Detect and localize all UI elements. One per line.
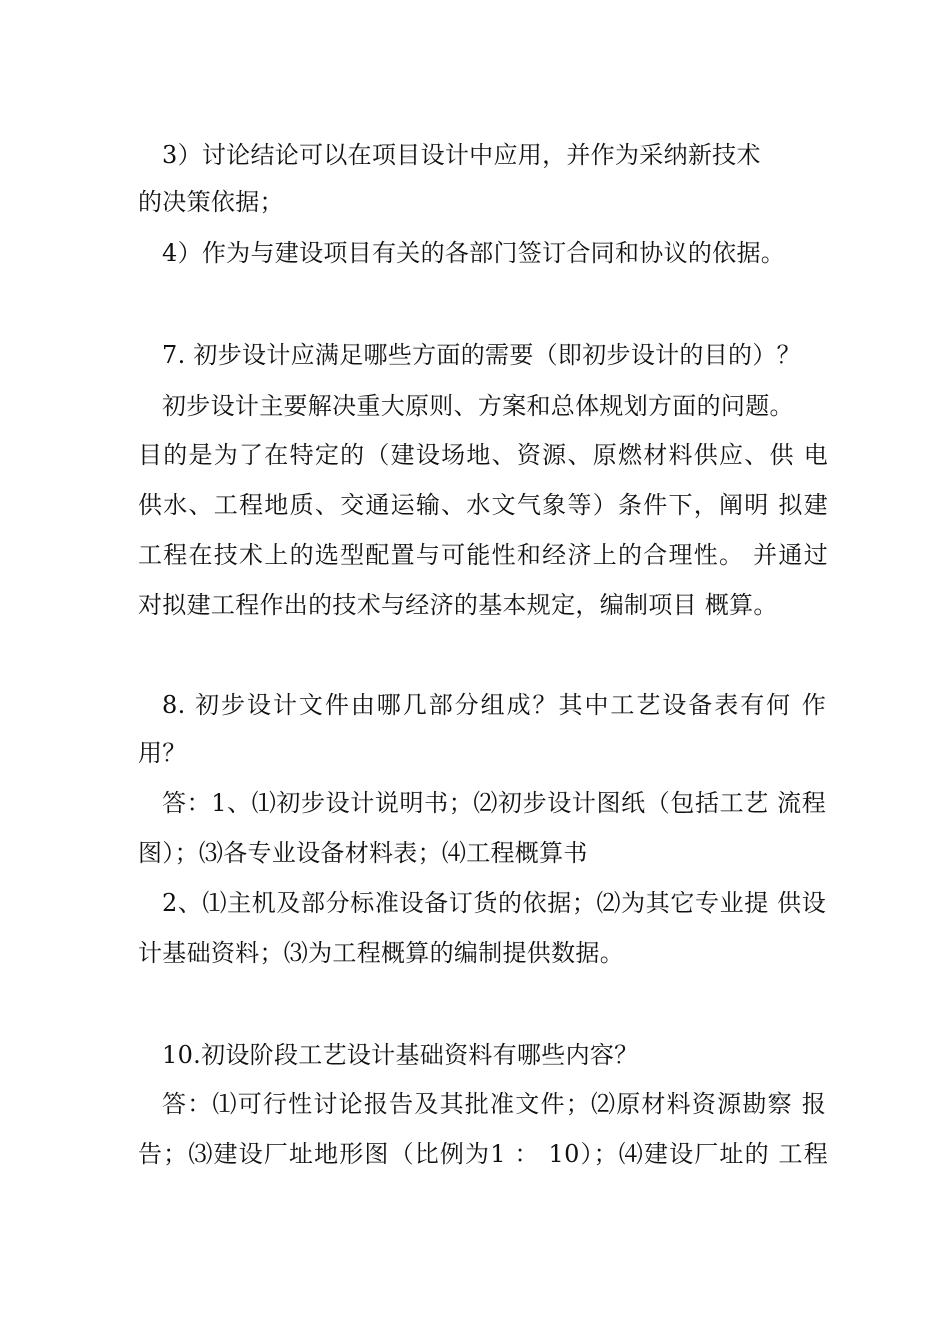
text-line: 供水、工程地质、交通运输、水文气象等）条件下，阐明 拟建 <box>138 491 828 519</box>
text-line: 告；⑶建设厂址地形图（比例为1 ： 10）；⑷建设厂址的 工程 <box>138 1140 828 1168</box>
text-line: 计基础资料；⑶为工程概算的编制提供数据。 <box>138 939 624 967</box>
text-line: 工程在技术上的选型配置与可能性和经济上的合理性。 并通过 <box>138 541 828 569</box>
text-line: 目的是为了在特定的（建设场地、资源、原燃材料供应、供 电 <box>138 441 828 469</box>
text-line: 初步设计主要解决重大原则、方案和总体规划方面的问题。 <box>162 392 794 420</box>
text-line: 的决策依据； <box>138 188 284 216</box>
answer-line: 答：⑴可行性讨论报告及其批准文件；⑵原材料资源勘察 报 <box>162 1090 826 1118</box>
question-heading: 7. 初步设计应满足哪些方面的需要（即初步设计的目的）？ <box>162 341 801 369</box>
question-heading: 10.初设阶段工艺设计基础资料有哪些内容？ <box>162 1041 639 1069</box>
text-line: 对拟建工程作出的技术与经济的基本规定，编制项目 概算。 <box>138 591 778 619</box>
question-heading: 8. 初步设计文件由哪几部分组成？其中工艺设备表有何 作 <box>162 691 826 719</box>
text-line: 用？ <box>138 739 187 767</box>
answer-line: 答：1、⑴初步设计说明书；⑵初步设计图纸（包括工艺 流程 <box>162 789 826 817</box>
text-line: 3）讨论结论可以在项目设计中应用，并作为采纳新技术 <box>162 141 761 169</box>
text-line: 4）作为与建设项目有关的各部门签订合同和协议的依据。 <box>162 239 786 267</box>
text-line: 图）；⑶各专业设备材料表；⑷工程概算书 <box>138 839 588 867</box>
text-line: 2、⑴主机及部分标准设备订货的依据；⑵为其它专业提 供设 <box>162 889 826 917</box>
